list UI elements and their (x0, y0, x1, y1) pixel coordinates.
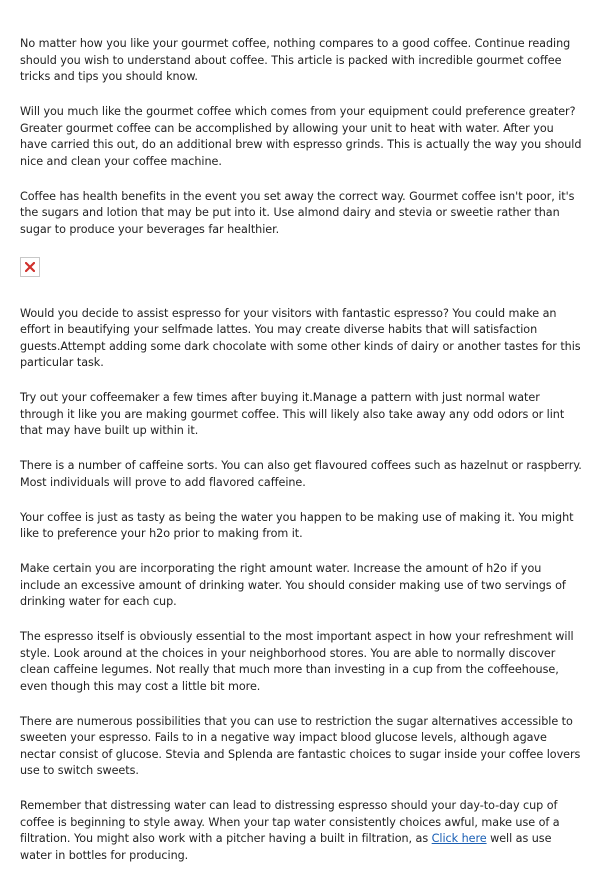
paragraph-caffeine-sorts: There is a number of caffeine sorts. You can also get flavoured coffees such as hazelnut or raspberry. Most individuals will prove to add flavored caffeine. (20, 459, 582, 489)
paragraph-filtration (20, 798, 582, 864)
paragraph-health-benefits: Coffee has health benefits in the event you set away the correct way. Gourmet coffee isn't poor, it's the sugars and lotion that may be put into it. Use almond dairy and stevia or sweetie rather than sugar to produce your beverages far healthier. (20, 189, 575, 236)
filtration-text-before-link: Remember that distressing water can lead to distressing espresso should your day-to-day cup of coffee is beginning to style away. When your tap water consistently choices awful, make use of a filtration. You might also work with a pitcher having a built in filtration, as (20, 799, 560, 845)
article-body (20, 36, 582, 883)
click-here-link[interactable]: Click here (431, 832, 487, 845)
paragraph-water-amount: Make certain you are incorporating the right amount water. Increase the amount of h2o if you include an excessive amount of drinking water. You should consider making use of two servings of drinking water for each cup. (20, 562, 566, 608)
broken-image-icon (25, 262, 35, 272)
paragraph-espresso-beans: The espresso itself is obviously essential to the most important aspect in how your refreshment will style. Look around at the choices in your neighborhood stores. You are able to normally discover clean caffeine legumes. Not really that much more than investing in a cup from the coffeehouse, even though this may cost a little bit more. (20, 630, 574, 693)
paragraph-sugar-alternatives: There are numerous possibilities that you can use to restriction the sugar alternatives accessible to sweeten your espresso. Fails to in a negative way impact blood glucose levels, although agave nectar consist of glucose. Stevia and Splenda are fantastic choices to sugar inside your coffee lovers use to switch sweets. (20, 714, 581, 777)
paragraph-intro: No matter how you like your gourmet coffee, nothing compares to a good coffee. Continue reading should you wish to understand about coffee. This article is packed with incredible gourmet coffee tricks and tips you should know. (20, 37, 571, 83)
paragraph-coffeemaker: Try out your coffeemaker a few times after buying it.Manage a pattern with just normal water through it like you are making gourmet coffee. This will likely also take away any odd odors or lint that may have built up within it. (20, 391, 565, 437)
broken-image-placeholder (20, 257, 40, 277)
filtration-text-after-link: well as use water in bottles for producing. (20, 832, 552, 862)
paragraph-lattes: Would you decide to assist espresso for your visitors with fantastic espresso? You could make an effort in beautifying your selfmade lattes. You may create diverse habits that will satisfaction guests.Attempt adding some dark chocolate with some other kinds of dairy or another tastes for this particular task. (20, 306, 581, 369)
paragraph-clean-machine: Will you much like the gourmet coffee which comes from your equipment could preference greater? Greater gourmet coffee can be accomplished by allowing your unit to heat with water. After you have carried this out, do an additional brew with espresso grinds. This is actually the way you should nice and clean your coffee machine. (20, 105, 582, 168)
paragraph-water-taste: Your coffee is just as tasty as being the water you happen to be making use of making it. You might like to preference your h2o prior to making from it. (20, 510, 574, 540)
